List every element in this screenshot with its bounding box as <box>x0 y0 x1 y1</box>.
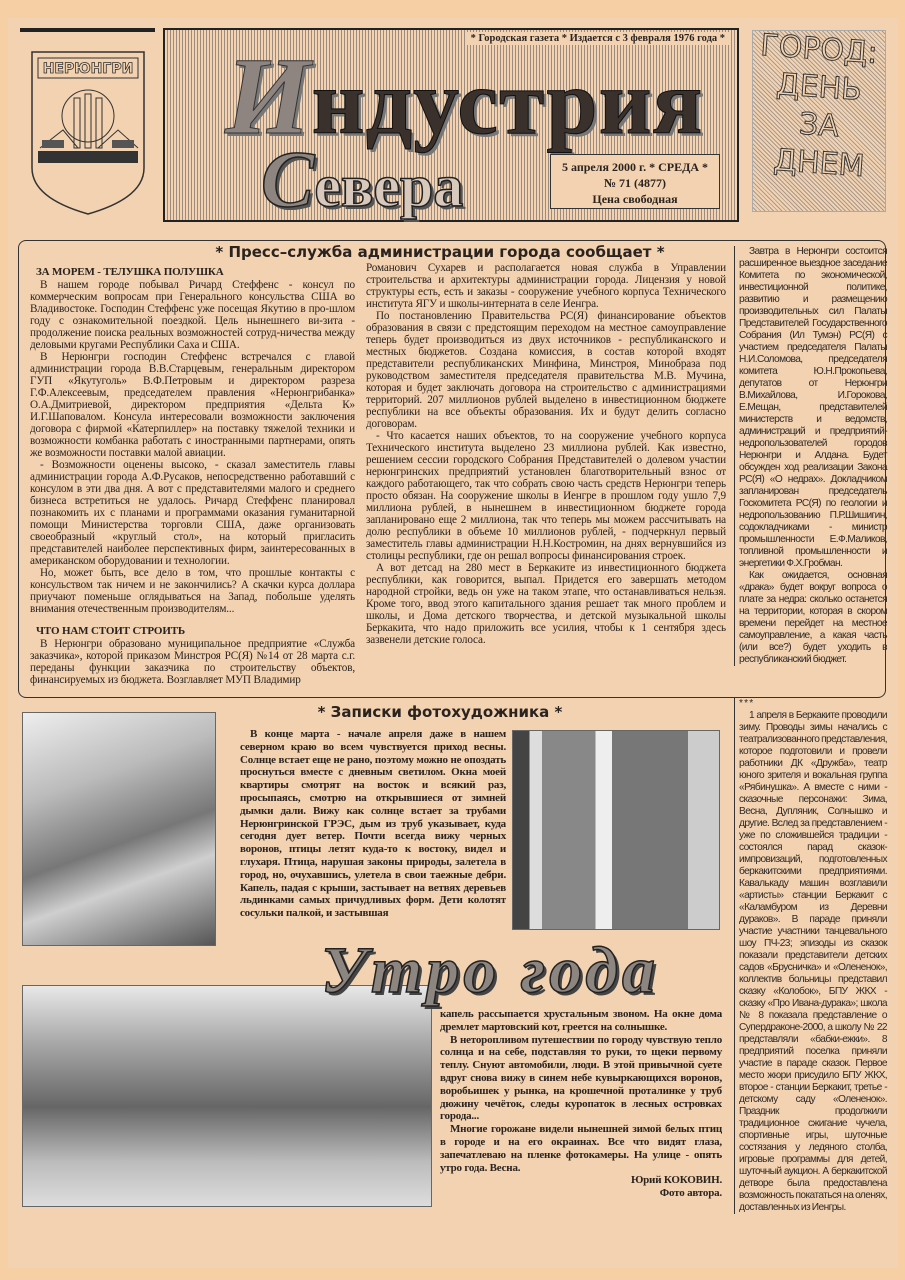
press-section-title: * Пресс–служба администрации города сообщает * <box>215 243 665 261</box>
article-paragraph: По постановлению Правительства РС(Я) финансирование объектов образования в связи с предстоящим переходом на местное самоуправление теперь будет производиться из двух источников - республиканского и местных бюджетов. Создана комиссия, в состав которой входят представители республиканских Минфина, Минстроя, Минобраза под руководством заместителя председателя правительства М.В. Мучина, которая и будет заключать договора на строительство с администрациями территорий. 207 миллионов рублей выделено в инвестиционном бюджете республики на все объекты образования. Их и будут делить согласно договорам. <box>366 310 726 430</box>
feature-paragraph: В конце марта - начале апреля даже в нашем северном краю во всем чувствуется приход весны. Солнце встает еще не рано, поэтому можно не опоздать проснуться вместе с дневным светилом. Окна моей квартиры смотрят на восток и всякий раз, просыпаясь, смотрю на открывшиеся от зимней дымки дали. Вижу как солнце встает за трубами Нерюнгринской ГРЭС, дым из труб указывает, куда сегодня дует ветер. Почти всегда вижу черных воронов, птицы летят куда-то к востоку, видел и глухаря. Птица, нарушая законы природы, залетела в город, но, очухавшись, улетела в свои таежные дебри. Капель, падая с крыши, застывает на ветвях деревьев льдинками самых причудливых форм. Дети колотят сосульки палкой, и застывшая <box>240 728 506 920</box>
crest-text: НЕРЮНГРИ <box>42 61 134 77</box>
feature-paragraph: капель рассыпается хрустальным звоном. На окне дома дремлет мартовский кот, греется на солнышке. <box>440 1008 722 1033</box>
article-paragraph: В Нерюнгри образовано муниципальное предприятие «Служба заказчика», которой приказом Минстроя РС(Я) №14 от 28 марта с.г. переданы функции заказчика по строительству объектов, финансируемых из бюджета. Возглавляет МУП Владимир <box>30 638 355 686</box>
issue-info-box <box>550 154 720 209</box>
masthead <box>163 28 739 222</box>
press-sidebar-column <box>734 246 887 666</box>
article-paragraph: - Что касается наших объектов, то на сооружение учебного корпуса Технического института выделено 23 миллиона рублей. Как известно, решением сессии городского Собрания Представителей о долевом участии нерюнгринских предприятий установлен благотворительный взнос от каждого работающего, так что собрать свою часть средств Нерюнгри теперь просто обязан. На сооружение школы в Иенгре в прошлом году ушло 7,9 миллиона рублей, в нынешнем в инвестиционном бюджете города запланировано еще 2 миллиона, так что теперь мы можем рассчитывать на долю республики в объеме 10 миллионов рублей, - подчеркнул первый заместитель главы администрации Н.Н.Костромин, на днях вернувшийся из столицы республики, где он решал вопросы финансирования строек. <box>366 430 726 562</box>
press-column-middle <box>366 262 726 646</box>
masthead-tagline: * Городская газета * Издается с 3 февраля 1976 года * <box>467 32 729 45</box>
sidebar-paragraph: Как ожидается, основная «драка» будет вокруг вопроса о плате за недра: сколько останется на территории, которая в скором времени перейдет на местное самоуправление, а какая часть (или все?) будет уходить в республиканский бюджет. <box>739 570 887 665</box>
photo-reindeer <box>22 985 432 1207</box>
author-name: Юрий КОКОВИН. <box>630 1174 722 1187</box>
press-column-left <box>30 266 355 686</box>
newspaper-title-line1: Индустрия <box>225 35 704 157</box>
issue-number: № 71 (4877) <box>603 176 667 190</box>
article-paragraph: - Возможности оценены высоко, - сказал заместитель главы администрации города А.Ф.Русаков, непосредственно работавший с консулом в эти два дня. А вот с представителями малого и среднего бизнеса встретиться не удалось. Ричард Стеффенс планировал познакомить их с планами и программами оказания гуманитарной помощи Министерства торговли США, даже организовать своеобразный «круглый стол», на который пригласить представителей наиболее перспективных фирм, заинтересованных в американском оборудовании и технологии. <box>30 459 355 567</box>
brief-separator: * * * <box>739 698 753 709</box>
article-paragraph: В нашем городе побывал Ричард Стеффенс - консул по коммерческим вопросам при Генерального консульства США во Владивостоке. Господин Стеффенс уже посещая Якутию в про-шлом году с ознакомительной поездкой. Цель нынешнего ви-зита - продолжение поиска реальных возможностей сотруд-ничества между деловыми кругами Республики Саха и США. <box>30 279 355 351</box>
issue-price: Цена свободная <box>592 192 678 206</box>
article-paragraph: В Нерюнгри господин Стеффенс встречался с главой администрации города В.В.Старцевым, генеральным директором ГУП «Якутуголь» В.Ф.Петровым и директором разреза Г.Ф.Алексеевым, председателем правления «Нерюнгрибанка» О.А.Дмитриевой, директором предприятия «Дельта К» И.Г.Шаповалом. Консула интересовали возможности заключения договора с фирмой «Катерпиллер» на поставку тяжелой техники и возможности комбанка работать с иностранными партнерами, опять же возможности поставки малой авиации. <box>30 351 355 459</box>
article-heading: ЗА МОРЕМ - ТЕЛУШКА ПОЛУШКА <box>36 266 224 278</box>
article-paragraph: Романович Сухарев и располагается новая служба в Управлении строительства и архитектуры администрации города. Лицензия у новой структуры есть, есть и заказы - сооружение учебного корпуса Технического института ЯГУ и школы-интерната в селе Иенгра. <box>366 262 726 310</box>
city-crest-logo <box>28 48 148 218</box>
feature-headline: Утро года <box>321 934 659 1007</box>
feature-column-top <box>240 728 506 920</box>
top-rule <box>20 28 155 32</box>
article-paragraph: А вот детсад на 280 мест в Беркаките из инвестиционного бюджета республики, как говорится, выпал. Придется его завершать методом народной стройки, ведь он уже на таком этапе, что останавливаться нельзя. Кроме того, ввод этого капитального здания решает так много проблем и школы, и Дома детского творчества, и детской музыкальной школы Беркакита, что надо приложить все усилия, чтобы к 1 сентября здесь зазвенели детские голоса. <box>366 562 726 646</box>
article-paragraph: Но, может быть, все дело в том, что прошлые контакты с консульством так ничем и не закончились? А скачки курса доллара приучают поменьше оглядываться на Запад, побольше уделять внимания отечественным производителям... <box>30 567 355 615</box>
banner-line: ДЕНЬ <box>775 67 863 108</box>
feature-paragraph: В неторопливом путешествии по городу чувствую тепло солнца и на себе, подставляя то руки, то щеки первому теплу. Снуют автомобили, люди. В этой привычной суете вдруг снова вижу в синем небе кувыркающихся воронов, воробьишек у рынка, на крошечной проталинке у труб дюжину чечёток, следы куропаток в лесных островках города... <box>440 1033 722 1123</box>
banner-line: ДНЕМ <box>772 142 866 185</box>
section-banner-city-day-by-day <box>752 27 886 212</box>
banner-line: ЗА <box>797 106 841 145</box>
photo-window-cat <box>512 730 720 930</box>
banner-line: ГОРОД: <box>759 27 879 72</box>
brief-paragraph: 1 апреля в Беркаките проводили зиму. Проводы зимы начались с театрализованного представления, которое подготовили и провели работники ДК «Дружба», театр юного зрителя и вокальная группа «Рябинушка». А вместе с ними - сказочные персонажи: Зима, Весна, Дупляник, Солнышко и другие. Вслед за представлением - уже по сложившейся традиции - состоялся парад сказок-импровизаций, подготовленных беркакитскими предприятиями. Кавалькаду машин возглавили «артисты» станции Беркакит с «Каламбуром из Деревни дураков». В параде приняли участие участники танцевального шоу ПЧ-23; эпизоды из сказок показали представители детских садов «Брусничка» и «Олененок», коллектив больницы представил сказку «Колобок», БПУ ЖКХ - сказку «Про Ивана-дурака»; школа № 8 показала представление о Супердраконе-2000, а школу № 22 представляли «бабки-ежки». 8 предприятий поселка приняли участие в параде сказок. Первое место жюри присудило БПУ ЖКХ, второе - станции Беркакит, третье - детскому саду «Олененок». Праздник продолжили традиционное сжигание чучела, спортивные игры, шуточные состязания у ледяного столба, игровые программы для детей, шуточный аукцион. А беркакитской детворе была предоставлена возможность покататься на оленях, доставленных из Иенгры. <box>739 710 888 1213</box>
article-heading: ЧТО НАМ СТОИТ СТРОИТЬ <box>36 625 186 637</box>
brief-column <box>734 698 887 1214</box>
sidebar-paragraph: Завтра в Нерюнгри состоится расширенное выездное заседание Комитета по экономической, инвестиционной политике, развитию и размещению производительных сил Палаты Представителей Государственного Собрания (Ил Тумэн) РС(Я) с участием председателя Палаты Н.И.Соломова, председателя комитета Ю.Н.Прокопьева, депутатов от Нерюнгри В.Михайлова, И.Горокова, Е.Мещан, представителей министерств и ведомств, администраций и предприятий-недропользователей городов Нерюнгри и Алдана. Будет обсужден ход реализации Закона РС(Я) «О недрах». Докладчиком запланирован председатель Госкомитета РС(Я) по геологии и недропользованию П.Р.Шишигин, содокладчиками - министр промышленности Е.Ф.Маликов, топливной промышленности и энергетики Ф.Х.Гробман. <box>739 246 887 569</box>
feature-paragraph: Многие горожане видели нынешней зимой белых птиц в городе и на его окраинах. Все что видят глаза, запечатлеваю на пленке фотокамеры. На улице - опять утро года. Весна. <box>440 1123 722 1174</box>
issue-date: 5 апреля 2000 г. * СРЕДА * <box>562 160 708 174</box>
photo-credit: Фото автора. <box>659 1187 722 1200</box>
feature-column-bottom <box>440 1008 722 1200</box>
photo-window-icicles <box>22 712 216 946</box>
feature-section-title: * Записки фотохудожника * <box>317 703 563 721</box>
newspaper-title-line2: Севера <box>261 136 464 224</box>
